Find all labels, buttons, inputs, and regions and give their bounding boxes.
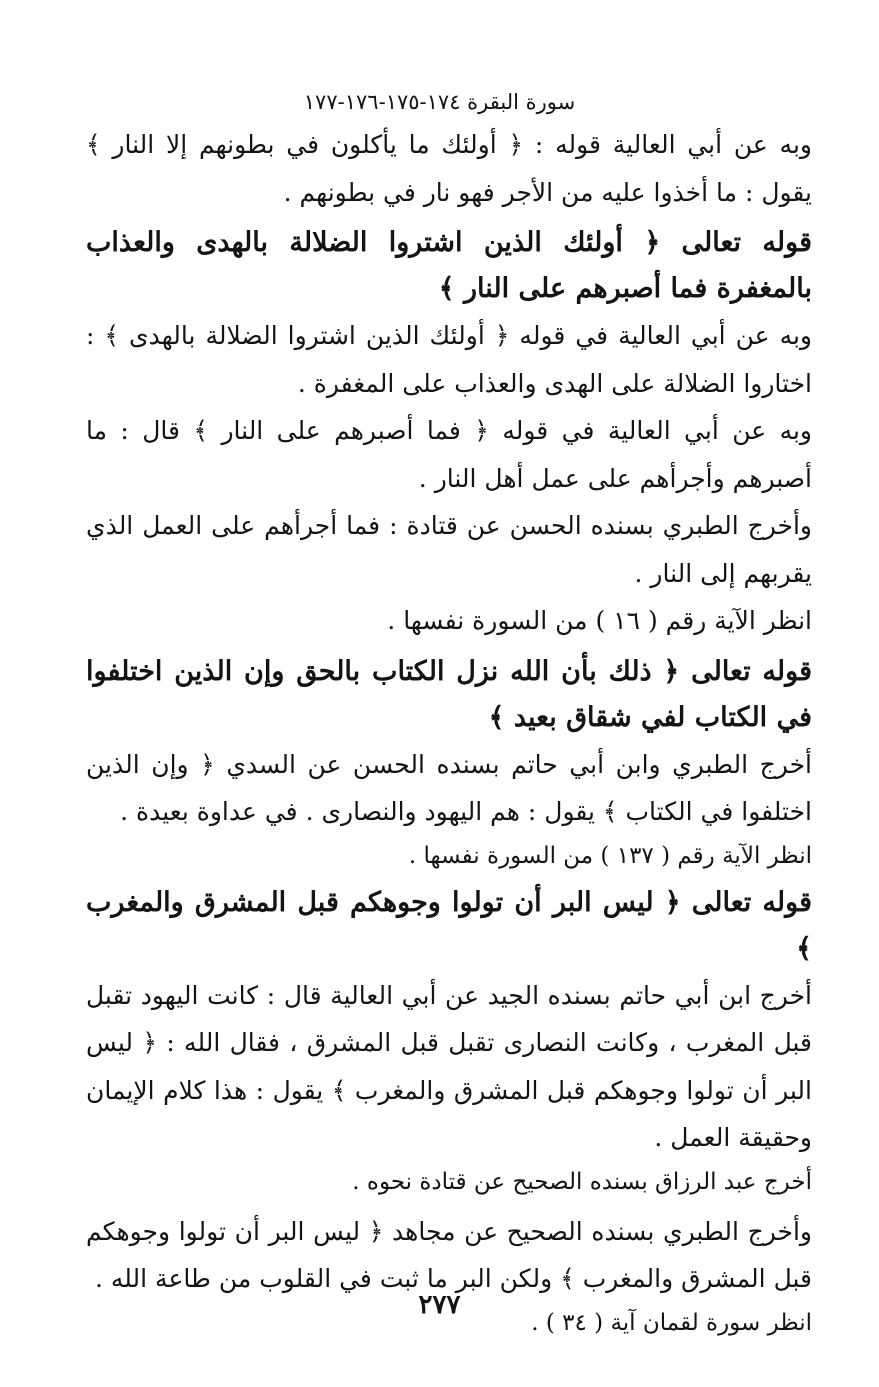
paragraph: وبه عن أبي العالية قوله : ﴿ أولئك ما يأكلون في بطونهم إلا النار ﴾ يقول : ما أخذوا عليه من الأجر فهو نار في بطونهم . — [86, 130, 812, 207]
paragraph: وأخرج الطبري بسنده الحسن عن قتادة : فما أجرأهم على العمل الذي يقربهم إلى النار . — [86, 511, 812, 588]
page-body — [86, 121, 812, 1343]
verse-heading: قوله تعالى ﴿ ذلك بأن الله نزل الكتاب بالحق وإن الذين اختلفوا في الكتاب لفي شقاق بعيد ﴾ — [86, 655, 812, 733]
paragraph: أخرج الطبري وابن أبي حاتم بسنده الحسن عن السدي ﴿ وإن الذين اختلفوا في الكتاب ﴾ يقول : هم اليهود والنصارى . في عداوة بعيدة . — [86, 749, 812, 826]
paragraph: أخرج ابن أبي حاتم بسنده الجيد عن أبي العالية قال : كانت اليهود تقبل قبل المغرب ، وكانت النصارى تقبل قبل المشرق ، فقال الله : ﴿ ليس البر أن تولوا وجوهكم قبل المشرق والمغرب ﴾ يقول : هذا كلام الإيمان وحقيقة العمل . — [86, 980, 812, 1152]
cross-reference: انظر الآية رقم ( ١٦ ) من السورة نفسها . — [387, 606, 812, 635]
running-header: سورة البقرة ١٧٤-١٧٥-١٧٦-١٧٧ — [303, 90, 576, 114]
page-number: ٢٧٧ — [418, 1290, 461, 1320]
verse-heading: قوله تعالى ﴿ ليس البر أن تولوا وجوهكم قبل المشرق والمغرب ﴾ — [86, 886, 812, 964]
cross-reference: انظر الآية رقم ( ١٣٧ ) من السورة نفسها . — [408, 842, 812, 869]
paragraph: وأخرج الطبري بسنده الصحيح عن مجاهد ﴿ ليس البر أن تولوا وجوهكم قبل المشرق والمغرب ﴾ ولكن البر ما ثبت في القلوب من طاعة الله . — [86, 1216, 812, 1293]
cross-reference: انظر سورة لقمان آية ( ٣٤ ) . — [531, 1309, 812, 1336]
verse-heading: قوله تعالى ﴿ أولئك الذين اشتروا الضلالة بالهدى والعذاب بالمغفرة فما أصبرهم على النار ﴾ — [86, 227, 812, 304]
paragraph: وبه عن أبي العالية في قوله ﴿ فما أصبرهم على النار ﴾ قال : ما أصبرهم وأجرأهم على عمل أهل النار . — [86, 416, 812, 493]
paragraph: وبه عن أبي العالية في قوله ﴿ أولئك الذين اشتروا الضلالة بالهدى ﴾ : اختاروا الضلالة على الهدى والعذاب على المغفرة . — [86, 321, 812, 398]
paragraph: أخرج عبد الرزاق بسنده الصحيح عن قتادة نحوه . — [352, 1168, 812, 1195]
